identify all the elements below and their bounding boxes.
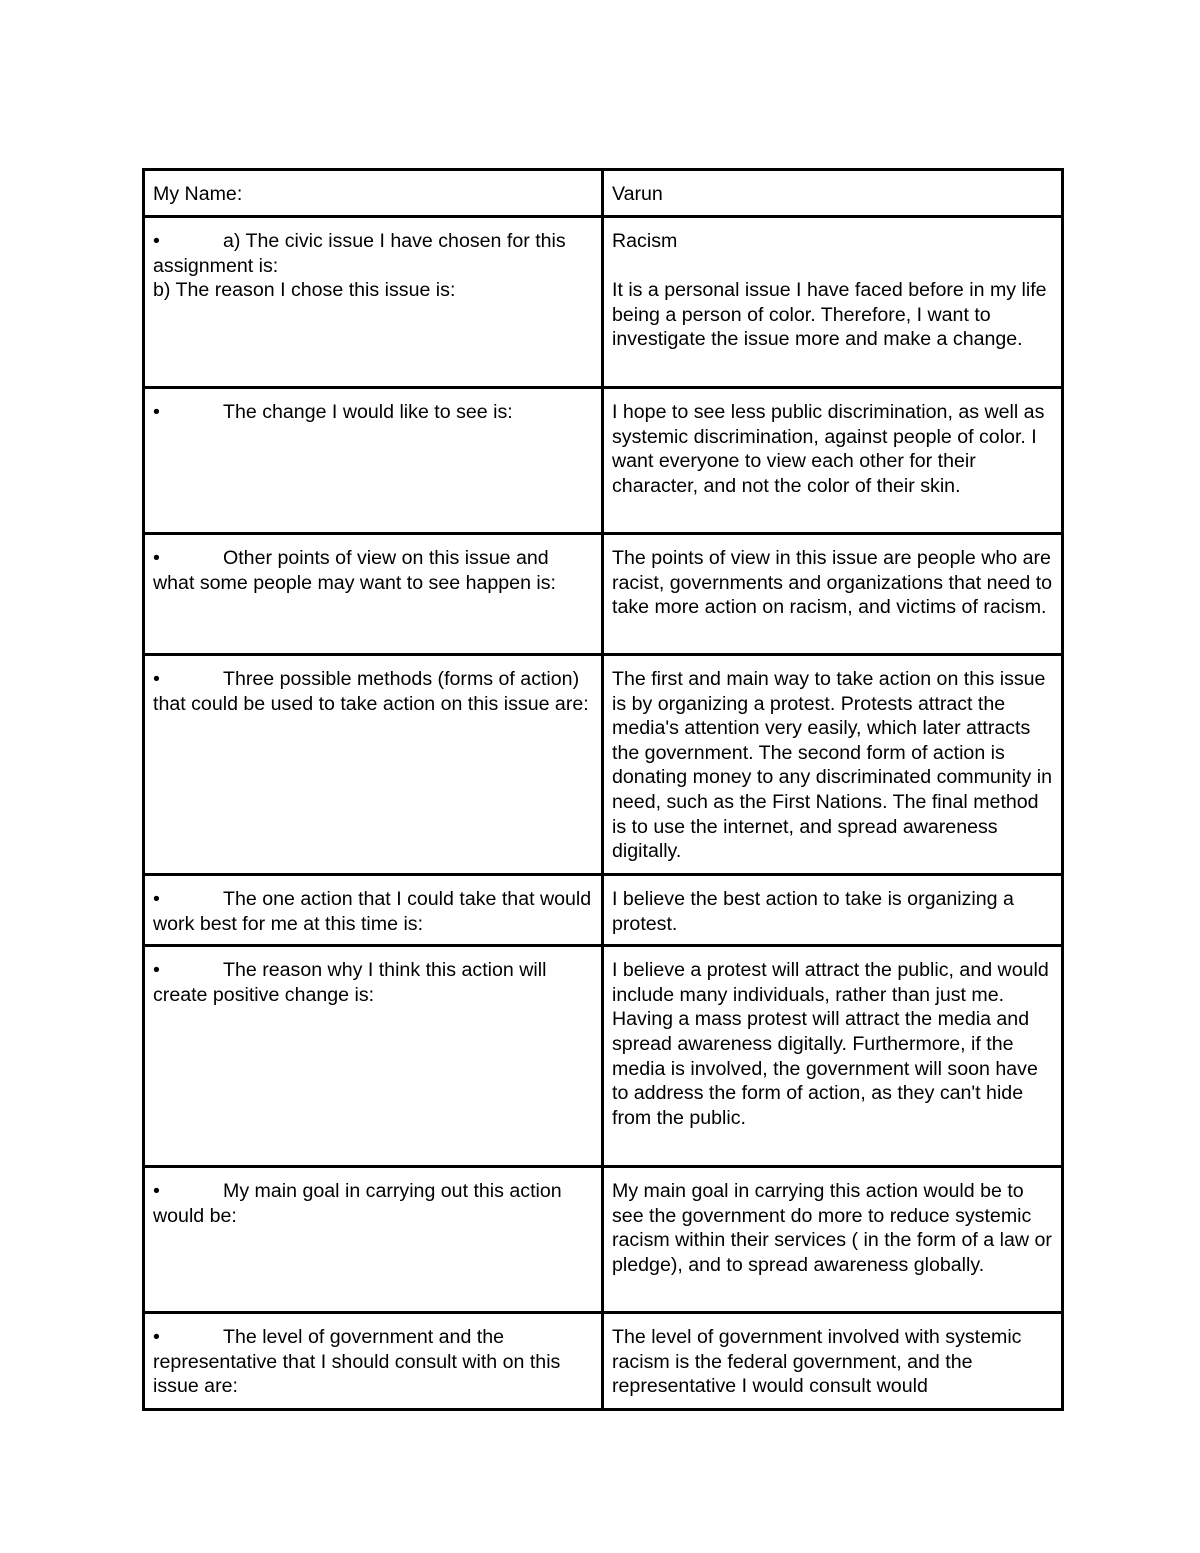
table-row bbox=[144, 1313, 1063, 1410]
prompt-cell bbox=[144, 388, 603, 534]
answer-cell bbox=[603, 217, 1063, 388]
prompt-cell bbox=[144, 217, 603, 388]
bullet-icon: • bbox=[153, 1180, 160, 1203]
prompt-cell bbox=[144, 534, 603, 655]
answer-text: I believe a protest will attract the public, and would include many individuals, rather than just me. Having a mass protest will attract the media and spread awareness digitally. Furthermore, if the media is involved, the government will soon have to address the form of action, as they can't hide from the public. bbox=[612, 959, 1049, 1129]
answer-cell bbox=[603, 946, 1063, 1167]
prompt-cell bbox=[144, 1313, 603, 1410]
prompt-cell bbox=[144, 655, 603, 875]
prompt-text: My main goal in carrying out this action would be: bbox=[153, 1180, 562, 1227]
answer-cell bbox=[603, 1313, 1063, 1410]
prompt-cell bbox=[144, 946, 603, 1167]
bullet-icon: • bbox=[153, 888, 160, 910]
prompt-text: My Name: bbox=[153, 183, 243, 205]
table-row bbox=[144, 875, 1063, 946]
prompt-text: Other points of view on this issue and what some people may want to see happen is: bbox=[153, 547, 557, 594]
prompt-text: b) The reason I chose this issue is: bbox=[153, 279, 456, 302]
prompt-text: The level of government and the representative that I should consult with on this issue are: bbox=[153, 1326, 561, 1398]
table-row bbox=[144, 388, 1063, 534]
answer-text: I believe the best action to take is organizing a protest. bbox=[612, 888, 1014, 935]
answer-cell bbox=[603, 534, 1063, 655]
prompt-text: The change I would like to see is: bbox=[223, 401, 513, 423]
answer-cell bbox=[603, 655, 1063, 875]
answer-text: Racism bbox=[612, 230, 678, 252]
bullet-icon: • bbox=[153, 401, 160, 423]
answer-cell bbox=[603, 1167, 1063, 1313]
answer-text: My main goal in carrying this action would be to see the government do more to reduce systemic racism within their services ( in the form of a law or pledge), and to spread awareness globally. bbox=[612, 1180, 1052, 1276]
answer-text: I hope to see less public discrimination, as well as systemic discrimination, against people of color. I want everyone to view each other for their character, and not the color of their skin. bbox=[612, 401, 1045, 497]
answer-text: The level of government involved with systemic racism is the federal government, and the representative I would consult would bbox=[612, 1326, 1022, 1398]
table-row bbox=[144, 946, 1063, 1167]
table-row bbox=[144, 170, 1063, 217]
table-row bbox=[144, 1167, 1063, 1313]
bullet-icon: • bbox=[153, 959, 160, 982]
bullet-icon: • bbox=[153, 1326, 160, 1349]
bullet-icon: • bbox=[153, 668, 160, 690]
prompt-cell bbox=[144, 1167, 603, 1313]
table-row bbox=[144, 534, 1063, 655]
prompt-cell bbox=[144, 875, 603, 946]
answer-text: The points of view in this issue are people who are racist, governments and organizations that need to take more action on racism, and victims of racism. bbox=[612, 547, 1053, 619]
civic-action-table bbox=[142, 168, 1064, 1411]
table-row bbox=[144, 217, 1063, 388]
prompt-text: a) The civic issue I have chosen for this assignment is: bbox=[153, 230, 566, 277]
answer-cell bbox=[603, 875, 1063, 946]
answer-text: Varun bbox=[612, 183, 663, 205]
answer-text: It is a personal issue I have faced before in my life being a person of color. Therefore, I want to investigate the issue more and make a change. bbox=[612, 279, 1047, 351]
prompt-text: Three possible methods (forms of action) that could be used to take action on this issue are: bbox=[153, 668, 589, 715]
bullet-icon: • bbox=[153, 230, 160, 252]
prompt-text: The reason why I think this action will create positive change is: bbox=[153, 959, 547, 1006]
prompt-cell bbox=[144, 170, 603, 217]
answer-text: The first and main way to take action on this issue is by organizing a protest. Protests attract the media's attention very easily, which later attracts the government. The second form of action is donating money to any discriminated community in need, such as the First Nations. The final method is to use the internet, and spread awareness digitally. bbox=[612, 668, 1052, 863]
bullet-icon: • bbox=[153, 547, 160, 569]
answer-cell bbox=[603, 388, 1063, 534]
answer-cell bbox=[603, 170, 1063, 217]
table-row bbox=[144, 655, 1063, 875]
prompt-text: The one action that I could take that would work best for me at this time is: bbox=[153, 888, 592, 935]
